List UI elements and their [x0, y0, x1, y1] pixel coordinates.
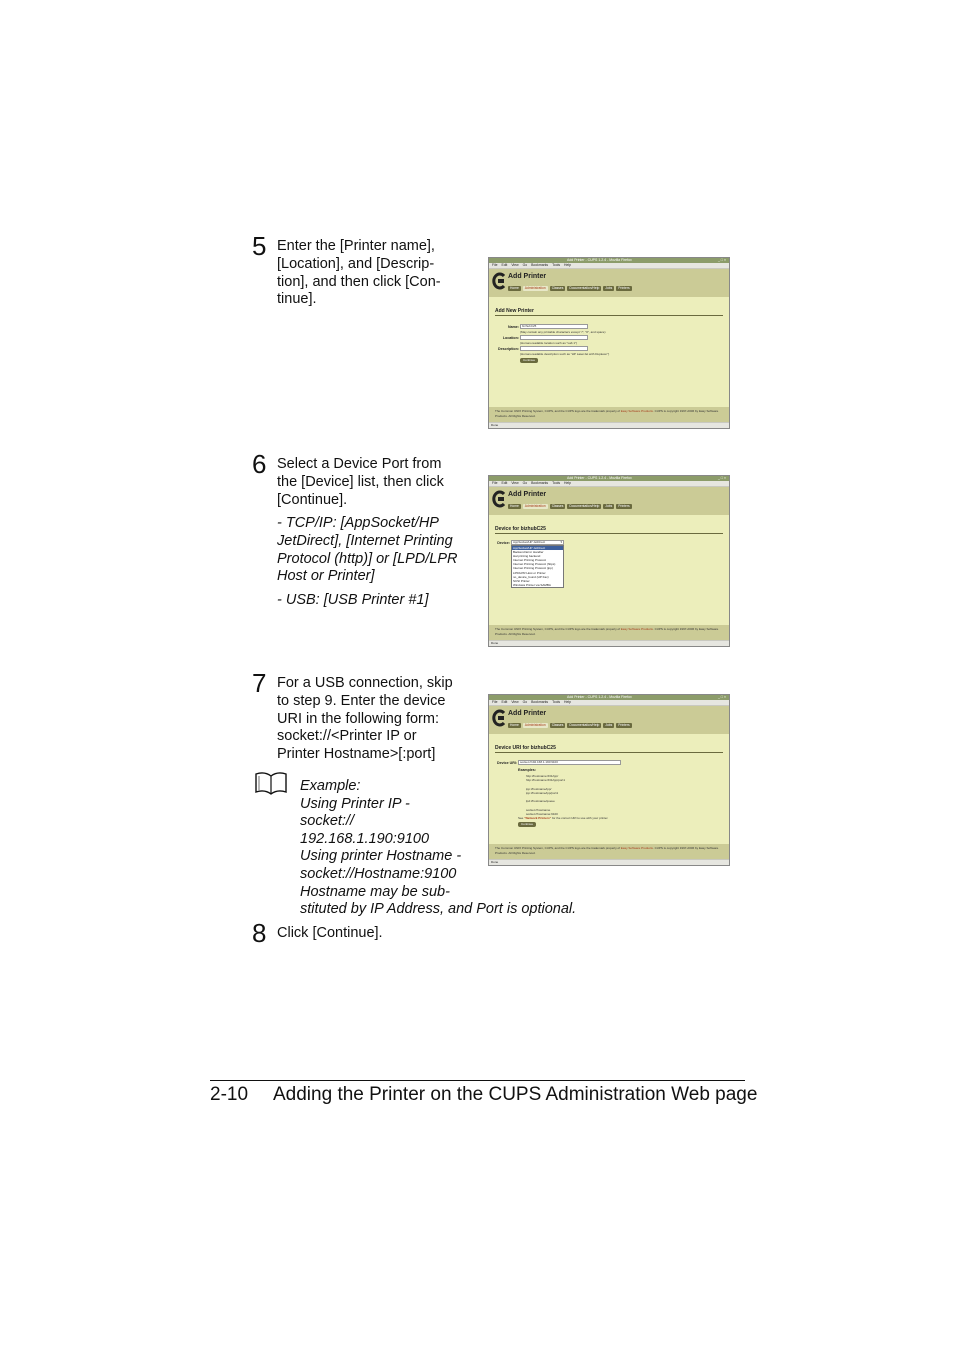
cups-footer	[489, 407, 729, 423]
footer-link[interactable]: Easy Software Products	[620, 627, 653, 631]
uri-examples: http://hostname:631/ipp/ http://hostname:631/ipp/port1 ipp://hostname/ipp/ ipp://hostname/ipp/port1 lpd://hostname/queue socket://hostname socket://hostname:9100	[526, 774, 566, 816]
menu-help[interactable]: Help	[564, 481, 572, 485]
nav-classes[interactable]: Classes	[551, 286, 564, 290]
device-option[interactable]: Internet Printing Protocol (ipp)	[513, 566, 553, 571]
cups-nav	[508, 504, 632, 509]
location-input[interactable]	[520, 335, 588, 340]
step-number-5: 5	[252, 231, 267, 261]
cups-logo-icon	[492, 490, 507, 508]
nav-jobs[interactable]: Jobs	[605, 504, 613, 508]
nav-jobs[interactable]: Jobs	[605, 286, 613, 290]
menu-view[interactable]: View	[511, 481, 519, 485]
step-6-text: Select a Device Port from the [Device] list, then click [Continue].	[277, 456, 444, 508]
nav-documentation[interactable]: Documentation/Help	[569, 286, 600, 290]
footer-link[interactable]: Easy Software Products	[620, 409, 653, 413]
cups-content	[489, 515, 729, 625]
description-input[interactable]	[520, 346, 588, 351]
device-select[interactable]: AppSocket/HP JetDirect ▾	[513, 540, 562, 544]
menu-file[interactable]: File	[492, 481, 498, 485]
screenshot-device-uri	[488, 694, 730, 866]
nav-classes[interactable]: Classes	[551, 723, 564, 727]
name-input[interactable]: bizhubC25	[520, 324, 588, 329]
nav-administration[interactable]: Administration	[524, 723, 546, 727]
window-titlebar	[489, 258, 729, 263]
device-option[interactable]: Internet Printing Protocol (https)	[513, 562, 556, 567]
footer-copyright: The Common UNIX Printing System, CUPS, and the CUPS logo are the trademark property of Easy Software Products. CUPS is copyright 1997-2006 by Easy Software Products. All Rights Reserved.	[495, 409, 719, 418]
device-option[interactable]: LPD/LPR Host or Printer	[513, 570, 546, 575]
step-6-tcpip-options: - TCP/IP: [AppSocket/HP JetDirect], [Internet Printing Protocol (http)] or [LPD/LPR Host or Printer]	[277, 515, 458, 585]
device-option[interactable]: Windows Printer via SAMBA	[513, 582, 551, 587]
cups-content	[489, 734, 729, 844]
nav-printers[interactable]: Printers	[618, 286, 630, 290]
section-title: Add New Printer	[495, 308, 534, 314]
section-divider	[495, 315, 723, 316]
step-8-text: Click [Continue].	[277, 925, 383, 941]
cups-header	[489, 269, 729, 297]
screenshot-device-select	[488, 475, 730, 647]
page-header-title: Add Printer	[508, 491, 547, 498]
nav-administration[interactable]: Administration	[524, 504, 546, 508]
nav-home[interactable]: Home	[510, 504, 519, 508]
cups-nav	[508, 286, 632, 291]
location-hint: (Human-readable location such as "Lab 1")	[520, 341, 578, 345]
menu-edit[interactable]: Edit	[501, 481, 508, 485]
cups-header	[489, 706, 729, 734]
footer-copyright: The Common UNIX Printing System, CUPS, and the CUPS logo are the trademark property of Easy Software Products. CUPS is copyright 1997-2006 by Easy Software Products. All Rights Reserved.	[495, 846, 719, 855]
footer-copyright: The Common UNIX Printing System, CUPS, and the CUPS logo are the trademark property of Easy Software Products. CUPS is copyright 1997-2006 by Easy Software Products. All Rights Reserved.	[495, 627, 719, 636]
menu-bookmarks[interactable]: Bookmarks	[531, 481, 549, 485]
device-option[interactable]: Hal printing backend	[513, 554, 541, 559]
name-label: Name:	[508, 325, 519, 329]
step-5-text: Enter the [Printer name], [Location], and [Descrip- tion], and then click [Con- tinue].	[277, 238, 441, 308]
menu-view[interactable]: View	[511, 700, 519, 704]
menu-help[interactable]: Help	[564, 263, 572, 267]
menu-go[interactable]: Go	[522, 263, 528, 267]
examples-title: Examples:	[518, 768, 536, 772]
nav-home[interactable]: Home	[510, 286, 519, 290]
step-6-usb-option: - USB: [USB Printer #1]	[277, 592, 429, 608]
device-option[interactable]: Internet Printing Protocol	[513, 558, 547, 563]
window-controls-icon[interactable]: _ □ ×	[717, 476, 726, 480]
menu-edit[interactable]: Edit	[501, 263, 508, 267]
device-option[interactable]: AppSocket/HP JetDirect	[512, 546, 563, 550]
menu-tools[interactable]: Tools	[552, 263, 561, 267]
chevron-down-icon[interactable]: ▾	[560, 540, 562, 544]
step-number-6: 6	[252, 449, 267, 479]
cups-header	[489, 487, 729, 515]
menu-tools[interactable]: Tools	[552, 481, 561, 485]
nav-administration[interactable]: Administration	[524, 286, 546, 290]
menu-edit[interactable]: Edit	[501, 700, 508, 704]
browser-statusbar: Done	[489, 640, 729, 646]
screenshot-add-printer	[488, 257, 730, 429]
browser-statusbar: Done	[489, 859, 729, 865]
device-uri-label: Device URI:	[497, 761, 517, 765]
book-icon	[254, 771, 288, 795]
step-number-8: 8	[252, 918, 267, 948]
nav-classes[interactable]: Classes	[551, 504, 564, 508]
device-dropdown-list[interactable]	[511, 545, 564, 588]
nav-printers[interactable]: Printers	[618, 723, 630, 727]
cups-nav	[508, 723, 632, 728]
section-divider	[495, 533, 723, 534]
device-label: Device:	[497, 541, 510, 545]
cups-logo-icon	[492, 709, 507, 727]
window-controls-icon[interactable]: _ □ ×	[717, 695, 726, 699]
window-controls-icon[interactable]: _ □ ×	[717, 258, 726, 262]
menu-help[interactable]: Help	[564, 700, 572, 704]
nav-documentation[interactable]: Documentation/Help	[569, 504, 600, 508]
nav-home[interactable]: Home	[510, 723, 519, 727]
menu-go[interactable]: Go	[522, 700, 528, 704]
section-title: Device URI for bizhubC25	[495, 745, 556, 751]
cups-content	[489, 297, 729, 407]
location-label: Location:	[502, 336, 519, 340]
menu-bookmarks[interactable]: Bookmarks	[531, 263, 549, 267]
menu-bookmarks[interactable]: Bookmarks	[531, 700, 549, 704]
browser-statusbar: Done	[489, 422, 729, 428]
device-uri-input[interactable]: socket://192.168.1.190:9100	[518, 760, 621, 765]
page-header-title: Add Printer	[508, 273, 547, 280]
continue-button[interactable]: Continue	[520, 358, 538, 363]
window-titlebar	[489, 476, 729, 481]
step-7-text: For a USB connection, skip to step 9. Enter the device URI in the following form: socket://<Printer IP or Printer Hostname>[:port]	[277, 675, 453, 763]
continue-button[interactable]: Continue	[518, 822, 536, 827]
menu-file[interactable]: File	[492, 263, 498, 267]
nav-jobs[interactable]: Jobs	[605, 723, 613, 727]
section-divider	[495, 752, 723, 753]
section-title: Device for bizhubC25	[495, 526, 546, 532]
nav-printers[interactable]: Printers	[618, 504, 630, 508]
window-title: Add Printer - CUPS 1.2.4 - Mozilla Firefox	[567, 476, 632, 480]
window-titlebar	[489, 695, 729, 700]
footer-rule	[210, 1080, 745, 1081]
nav-documentation[interactable]: Documentation/Help	[569, 723, 600, 727]
menu-go[interactable]: Go	[522, 481, 528, 485]
description-label: Description:	[498, 347, 519, 351]
page-header-title: Add Printer	[508, 710, 547, 717]
cups-footer	[489, 844, 729, 860]
menu-file[interactable]: File	[492, 700, 498, 704]
cups-logo-icon	[492, 272, 507, 290]
device-option[interactable]: SCSI Printer	[513, 578, 530, 583]
note-example-text: Example: Using Printer IP - socket:// 192.168.1.190:9100 Using printer Hostname - socket://Hostname:9100 Hostname may be sub- stituted by IP Address, and Port is optional.	[300, 778, 577, 918]
step-number-7: 7	[252, 668, 267, 698]
cups-footer	[489, 625, 729, 641]
network-printers-link[interactable]: "Network Printers"	[524, 816, 552, 820]
page-number: 2-10	[210, 1084, 249, 1105]
description-hint: (Human-readable description such as "HP LaserJet with Duplexer")	[520, 352, 610, 356]
footer-link[interactable]: Easy Software Products	[620, 846, 653, 850]
chapter-title: Adding the Printer on the CUPS Administration Web page	[273, 1084, 758, 1105]
menu-tools[interactable]: Tools	[552, 700, 561, 704]
see-network-printers: See "Network Printers" for the correct URI to use with your printer.	[518, 816, 609, 820]
device-option[interactable]: no_device_found (HP Fax)	[513, 574, 549, 579]
menu-view[interactable]: View	[511, 263, 519, 267]
window-title: Add Printer - CUPS 1.2.4 - Mozilla Firefox	[567, 695, 632, 699]
window-title: Add Printer - CUPS 1.2.4 - Mozilla Firefox	[567, 258, 632, 262]
device-option[interactable]: Backend Error Handler	[513, 550, 544, 555]
name-hint: (May contain any printable characters except "/", "#", and space)	[520, 330, 606, 334]
